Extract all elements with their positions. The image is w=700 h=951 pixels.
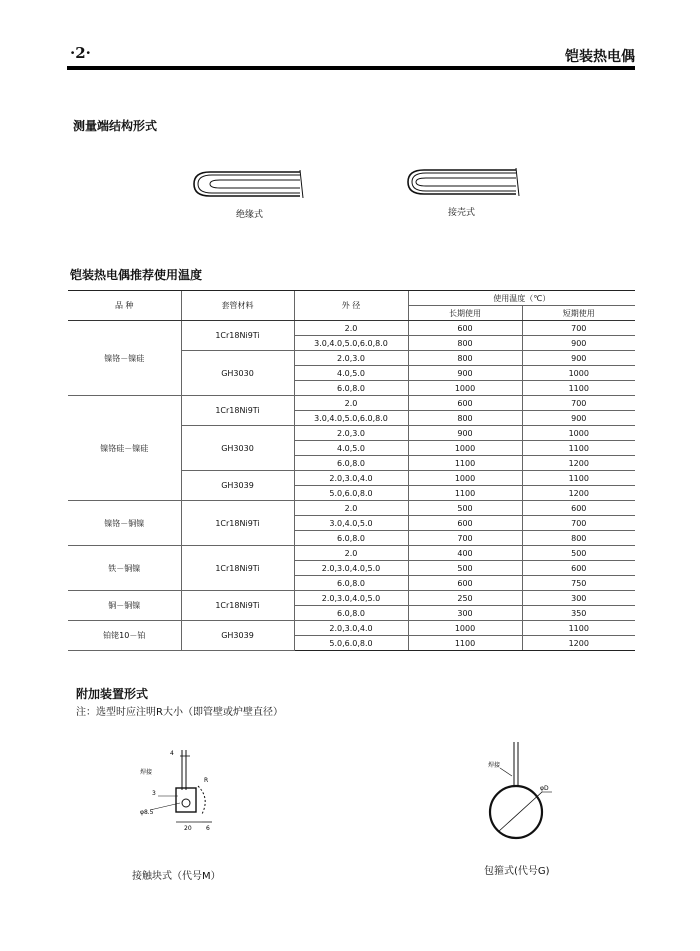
- cell-short-term: 750: [522, 576, 635, 591]
- cell-short-term: 1200: [522, 636, 635, 651]
- cell-diameter: 5.0,6.0,8.0: [294, 486, 408, 501]
- cell-long-term: 1000: [408, 381, 522, 396]
- cell-variety: 铂铑10－铂: [68, 621, 181, 651]
- cell-short-term: 1000: [522, 426, 635, 441]
- grounded-caption: 接壳式: [448, 208, 476, 218]
- cell-long-term: 1000: [408, 441, 522, 456]
- cell-short-term: 700: [522, 396, 635, 411]
- cell-sheath: GH3039: [181, 471, 294, 501]
- cell-diameter: 6.0,8.0: [294, 381, 408, 396]
- block-label-3: 3: [152, 790, 156, 797]
- cell-short-term: 700: [522, 516, 635, 531]
- cell-short-term: 900: [522, 336, 635, 351]
- block-label-20: 20: [184, 825, 192, 832]
- hoop-label-phi: φD: [540, 785, 549, 792]
- cell-diameter: 6.0,8.0: [294, 456, 408, 471]
- cell-diameter: 4.0,5.0: [294, 441, 408, 456]
- cell-short-term: 1100: [522, 441, 635, 456]
- cell-diameter: 2.0,3.0,4.0,5.0: [294, 591, 408, 606]
- cell-diameter: 2.0: [294, 501, 408, 516]
- cell-short-term: 800: [522, 531, 635, 546]
- cell-diameter: 4.0,5.0: [294, 366, 408, 381]
- cell-sheath: 1Cr18Ni9Ti: [181, 321, 294, 351]
- cell-sheath: GH3030: [181, 426, 294, 471]
- cell-diameter: 2.0: [294, 396, 408, 411]
- table-row: [68, 546, 635, 561]
- cell-short-term: 700: [522, 321, 635, 336]
- hoop-diagram: [480, 740, 570, 840]
- hoop-caption: 包箍式(代号G): [484, 866, 550, 877]
- table-row: [68, 621, 635, 636]
- insulated-caption: 绝缘式: [236, 210, 264, 220]
- cell-short-term: 300: [522, 591, 635, 606]
- cell-long-term: 600: [408, 396, 522, 411]
- grounded-tip-diagram: [404, 166, 524, 198]
- header-rule: [67, 66, 635, 70]
- cell-long-term: 1100: [408, 636, 522, 651]
- cell-long-term: 300: [408, 606, 522, 621]
- cell-sheath: GH3030: [181, 351, 294, 396]
- cell-long-term: 1000: [408, 621, 522, 636]
- table-row: [68, 321, 635, 336]
- cell-long-term: 250: [408, 591, 522, 606]
- header-long-term: 长期使用: [408, 306, 522, 321]
- section-title-measuring-end: 测量端结构形式: [73, 119, 158, 133]
- cell-short-term: 500: [522, 546, 635, 561]
- cell-diameter: 2.0,3.0: [294, 351, 408, 366]
- header-variety: 品 种: [68, 291, 181, 321]
- cell-diameter: 3.0,4.0,5.0,6.0,8.0: [294, 411, 408, 426]
- cell-long-term: 600: [408, 321, 522, 336]
- cell-diameter: 2.0: [294, 321, 408, 336]
- cell-long-term: 900: [408, 366, 522, 381]
- table-row: [68, 501, 635, 516]
- table-row: [68, 591, 635, 606]
- cell-long-term: 1100: [408, 486, 522, 501]
- cell-short-term: 1200: [522, 456, 635, 471]
- hoop-label-weld: 焊接: [488, 762, 501, 769]
- section-title-temperature: 铠装热电偶推荐使用温度: [70, 268, 203, 282]
- cell-diameter: 2.0,3.0: [294, 426, 408, 441]
- cell-diameter: 6.0,8.0: [294, 531, 408, 546]
- cell-sheath: 1Cr18Ni9Ti: [181, 501, 294, 546]
- block-label-6: 6: [206, 825, 210, 832]
- header-outer-diameter: 外 径: [294, 291, 408, 321]
- cell-long-term: 400: [408, 546, 522, 561]
- cell-long-term: 600: [408, 576, 522, 591]
- contact-block-diagram: [140, 748, 230, 838]
- cell-diameter: 3.0,4.0,5.0,6.0,8.0: [294, 336, 408, 351]
- cell-short-term: 600: [522, 561, 635, 576]
- cell-diameter: 6.0,8.0: [294, 606, 408, 621]
- cell-diameter: 2.0: [294, 546, 408, 561]
- cell-variety: 铜－铜镍: [68, 591, 181, 621]
- cell-short-term: 1200: [522, 486, 635, 501]
- cell-short-term: 900: [522, 351, 635, 366]
- cell-long-term: 500: [408, 501, 522, 516]
- cell-diameter: 2.0,3.0,4.0,5.0: [294, 561, 408, 576]
- cell-sheath: GH3039: [181, 621, 294, 651]
- header-sheath: 套管材料: [181, 291, 294, 321]
- cell-sheath: 1Cr18Ni9Ti: [181, 591, 294, 621]
- temperature-table: [68, 290, 635, 651]
- cell-short-term: 1000: [522, 366, 635, 381]
- cell-short-term: 350: [522, 606, 635, 621]
- cell-short-term: 900: [522, 411, 635, 426]
- cell-long-term: 800: [408, 351, 522, 366]
- cell-variety: 镍铬－镍硅: [68, 321, 181, 396]
- insulated-tip-diagram: [190, 168, 310, 200]
- cell-diameter: 2.0,3.0,4.0: [294, 471, 408, 486]
- header-short-term: 短期使用: [522, 306, 635, 321]
- cell-long-term: 700: [408, 531, 522, 546]
- block-label-r: R: [204, 777, 209, 784]
- contact-block-caption: 接触块式（代号M）: [132, 871, 221, 882]
- cell-long-term: 900: [408, 426, 522, 441]
- cell-short-term: 600: [522, 501, 635, 516]
- cell-long-term: 600: [408, 516, 522, 531]
- header-use-temp: 使用温度（℃）: [408, 291, 635, 306]
- cell-short-term: 1100: [522, 381, 635, 396]
- block-label-4: 4: [170, 750, 174, 757]
- cell-sheath: 1Cr18Ni9Ti: [181, 396, 294, 426]
- cell-diameter: 6.0,8.0: [294, 576, 408, 591]
- cell-variety: 铁－铜镍: [68, 546, 181, 591]
- cell-long-term: 800: [408, 411, 522, 426]
- block-label-phi: φ8.5: [140, 809, 154, 816]
- cell-short-term: 1100: [522, 621, 635, 636]
- cell-long-term: 1100: [408, 456, 522, 471]
- cell-variety: 镍铬－铜镍: [68, 501, 181, 546]
- table-row: [68, 396, 635, 411]
- cell-variety: 镍铬硅－镍硅: [68, 396, 181, 501]
- cell-diameter: 5.0,6.0,8.0: [294, 636, 408, 651]
- section-title-attachment: 附加装置形式: [76, 687, 149, 701]
- cell-long-term: 1000: [408, 471, 522, 486]
- cell-sheath: 1Cr18Ni9Ti: [181, 546, 294, 591]
- cell-long-term: 800: [408, 336, 522, 351]
- selection-note: 注：选型时应注明R大小（即管壁或炉壁直径）: [76, 707, 283, 718]
- cell-diameter: 2.0,3.0,4.0: [294, 621, 408, 636]
- block-label-weld: 焊接: [140, 769, 153, 776]
- page-header-title: 铠装热电偶: [565, 49, 635, 65]
- cell-long-term: 500: [408, 561, 522, 576]
- page-number: ·2·: [70, 44, 91, 62]
- cell-diameter: 3.0,4.0,5.0: [294, 516, 408, 531]
- cell-short-term: 1100: [522, 471, 635, 486]
